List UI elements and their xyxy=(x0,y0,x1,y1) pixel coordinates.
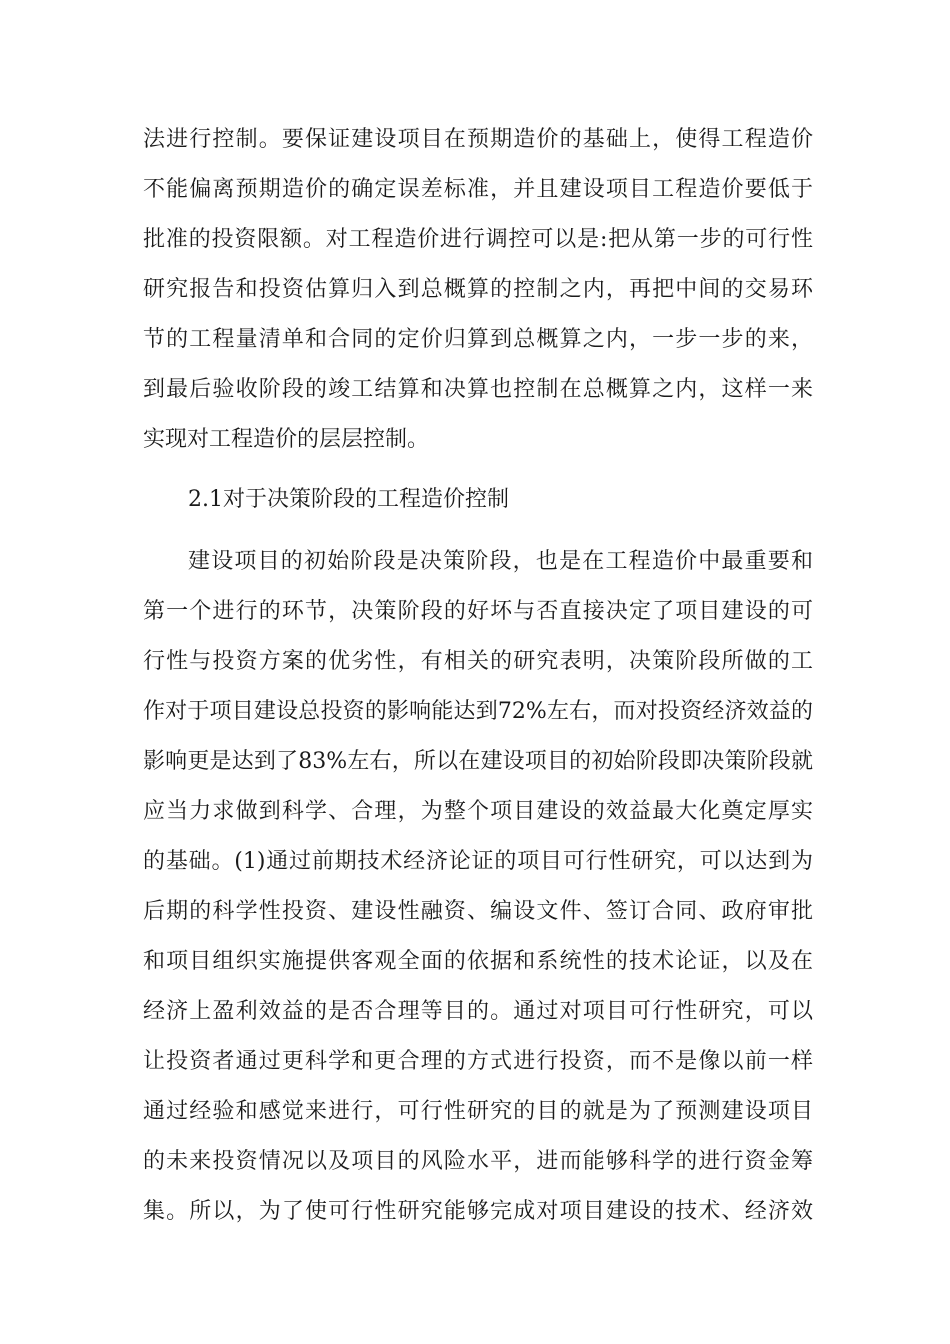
paragraph-line: 和项目组织实施提供客观全面的依据和系统性的技术论证，以及在 xyxy=(143,949,813,974)
paragraph-line: 应当力求做到科学、合理，为整个项目建设的效益最大化奠定厚实 xyxy=(143,799,813,824)
paragraph-line: 的未来投资情况以及项目的风险水平，进而能够科学的进行资金筹 xyxy=(143,1149,813,1174)
paragraph-line: 到最后验收阶段的竣工结算和决算也控制在总概算之内，这样一来 xyxy=(143,377,813,402)
paragraph-cost-control xyxy=(143,115,813,465)
paragraph-line: 第一个进行的环节，决策阶段的好坏与否直接决定了项目建设的可 xyxy=(143,599,813,624)
paragraph-line: 后期的科学性投资、建设性融资、编设文件、签订合同、政府审批 xyxy=(143,899,813,924)
paragraph-line: 实现对工程造价的层层控制。 xyxy=(143,427,430,452)
paragraph-line: 批准的投资限额。对工程造价进行调控可以是:把从第一步的可行性 xyxy=(143,227,813,252)
paragraph-line: 通过经验和感觉来进行，可行性研究的目的就是为了预测建设项目 xyxy=(143,1099,813,1124)
paragraph-line: 经济上盈利效益的是否合理等目的。通过对项目可行性研究，可以 xyxy=(143,999,813,1024)
paragraph-line: 影响更是达到了83%左右，所以在建设项目的初始阶段即决策阶段就 xyxy=(143,749,813,774)
paragraph-line: 法进行控制。要保证建设项目在预期造价的基础上，使得工程造价 xyxy=(143,127,813,152)
paragraph-line: 建设项目的初始阶段是决策阶段，也是在工程造价中最重要和 xyxy=(188,549,813,574)
paragraph-line: 让投资者通过更科学和更合理的方式进行投资，而不是像以前一样 xyxy=(143,1049,813,1074)
paragraph-line: 作对于项目建设总投资的影响能达到72%左右，而对投资经济效益的 xyxy=(143,699,813,724)
paragraph-line: 行性与投资方案的优劣性，有相关的研究表明，决策阶段所做的工 xyxy=(143,649,813,674)
paragraph-line: 的基础。(1)通过前期技术经济论证的项目可行性研究，可以达到为 xyxy=(143,849,813,874)
paragraph-line: 研究报告和投资估算归入到总概算的控制之内，再把中间的交易环 xyxy=(143,277,813,302)
paragraph-line: 集。所以，为了使可行性研究能够完成对项目建设的技术、经济效 xyxy=(143,1199,813,1224)
paragraph-line: 不能偏离预期造价的确定误差标准，并且建设项目工程造价要低于 xyxy=(143,177,813,202)
paragraph-line: 节的工程量清单和合同的定价归算到总概算之内，一步一步的来， xyxy=(143,327,813,352)
section-heading: 2.1对于决策阶段的工程造价控制 xyxy=(188,487,509,512)
paragraph-decision-stage xyxy=(143,537,813,1237)
